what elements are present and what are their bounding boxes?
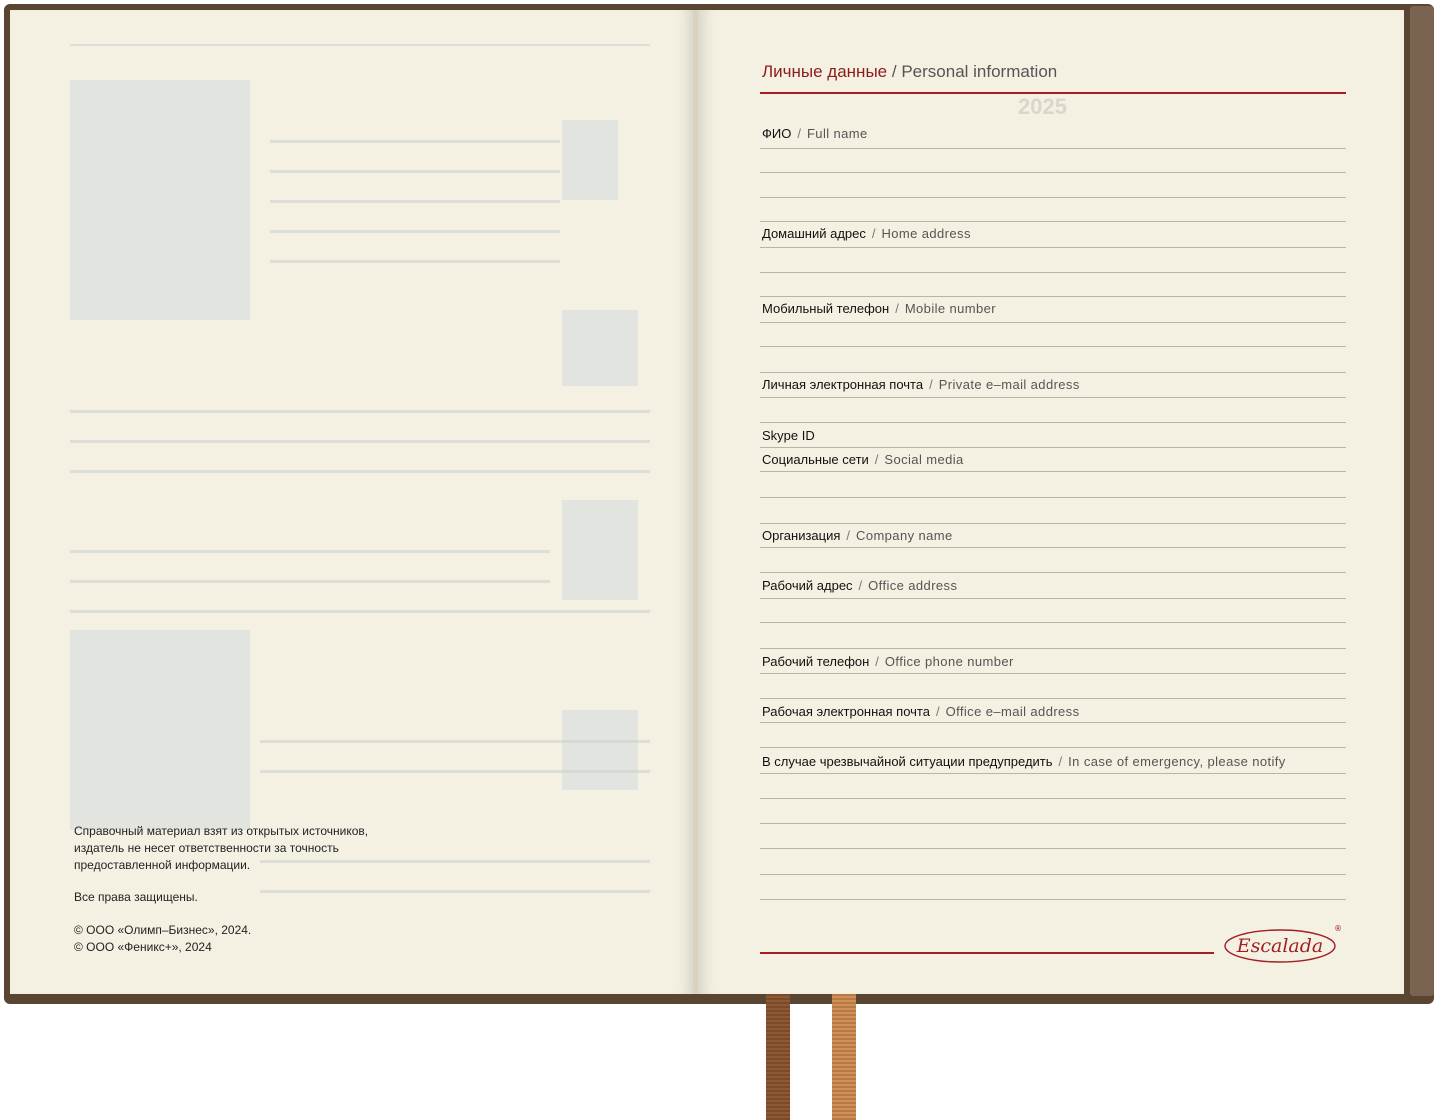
rule-line: [760, 547, 1346, 548]
rule-line: [760, 823, 1346, 824]
field-label-en: In case of emergency, please notify: [1068, 754, 1286, 769]
rule-line: [760, 874, 1346, 875]
ghost-line: [260, 770, 650, 773]
ghost-image: [562, 120, 618, 200]
page-title: [762, 62, 1057, 82]
rule-line: [760, 523, 1346, 524]
rule-line: [760, 172, 1346, 173]
field-social-media: Социальные сети / Social media: [762, 452, 964, 467]
bookmark-ribbon[interactable]: [766, 994, 790, 1120]
rule-line: [760, 722, 1346, 723]
ghost-line: [70, 440, 650, 443]
title-en: Personal information: [901, 62, 1058, 81]
field-label-en: Company name: [856, 528, 953, 543]
ghost-line: [270, 230, 560, 233]
ghost-line: [270, 140, 560, 143]
ghost-line: [70, 550, 550, 553]
disclaimer-line: предоставленной информации.: [74, 858, 251, 872]
brand-registered-mark: ®: [1334, 924, 1342, 933]
rule-line: [760, 471, 1346, 472]
rule-line: [760, 773, 1346, 774]
field-emergency-contact: В случае чрезвычайной ситуации предупредить / In case of emergency, please notify: [762, 754, 1286, 769]
rule-line: [760, 422, 1346, 423]
rule-line: [760, 497, 1346, 498]
rule-line: [760, 598, 1346, 599]
field-label-ru: Личная электронная почта: [762, 377, 924, 392]
rule-line: [760, 247, 1346, 248]
field-label-en: Mobile number: [904, 301, 997, 316]
field-label-en: Office address: [868, 578, 958, 593]
ghost-line: [260, 740, 650, 743]
rule-line: [760, 447, 1346, 448]
rule-line: [760, 848, 1346, 849]
ghost-line: [70, 410, 650, 413]
field-company-name: Организация / Company name: [762, 528, 953, 543]
field-label-ru: Рабочая электронная почта: [762, 704, 930, 719]
field-label-en: Private e–mail address: [938, 377, 1080, 392]
title-ru: Личные данные: [762, 62, 888, 81]
ghost-line: [70, 580, 550, 583]
rule-line: [760, 197, 1346, 198]
rights-text: Все права защищены.: [74, 890, 198, 904]
field-label-ru: В случае чрезвычайной ситуации предупредить: [762, 754, 1053, 769]
left-page: [10, 10, 694, 994]
brand-name: Escalada: [1236, 935, 1324, 957]
title-rule: [760, 92, 1346, 94]
field-label-en: Office phone number: [884, 654, 1014, 669]
field-office-phone: Рабочий телефон / Office phone number: [762, 654, 1014, 669]
field-skype-id: [762, 428, 815, 443]
field-label-ru: Рабочий адрес: [762, 578, 853, 593]
right-page: [698, 10, 1404, 994]
field-mobile-number: Мобильный телефон / Mobile number: [762, 301, 997, 316]
ghost-image: [70, 630, 250, 830]
ghost-image: [562, 310, 638, 386]
field-label-en: Social media: [884, 452, 964, 467]
rule-line: [760, 622, 1346, 623]
field-label-en: Home address: [881, 226, 971, 241]
disclaimer-line: издатель не несет ответственности за точность: [74, 841, 339, 855]
ghost-image: [70, 80, 250, 320]
title-separator: /: [891, 62, 897, 81]
rule-line: [760, 272, 1346, 273]
rule-line: [760, 148, 1346, 149]
ghost-line: [260, 890, 650, 893]
rule-line: [760, 899, 1346, 900]
ghost-line: [270, 260, 560, 263]
ghost-rule: [70, 44, 650, 46]
field-label-ru: Skype ID: [762, 428, 815, 443]
footer-rule: [760, 952, 1214, 954]
rule-line: [760, 296, 1346, 297]
ghost-year: 2025: [1018, 94, 1067, 119]
rule-line: [760, 322, 1346, 323]
field-label-en: Full name: [806, 126, 868, 141]
field-office-address: Рабочий адрес / Office address: [762, 578, 958, 593]
field-label-en: Office e–mail address: [945, 704, 1080, 719]
ghost-image: [562, 710, 638, 790]
field-label-ru: Социальные сети: [762, 452, 869, 467]
rule-line: [760, 673, 1346, 674]
disclaimer-text: [74, 823, 368, 874]
rule-line: [760, 648, 1346, 649]
field-label-ru: Домашний адрес: [762, 226, 866, 241]
rule-line: [760, 221, 1346, 222]
ghost-line: [70, 470, 650, 473]
field-label-ru: ФИО: [762, 126, 792, 141]
ghost-line: [270, 170, 560, 173]
field-office-email: Рабочая электронная почта / Office e–mail address: [762, 704, 1080, 719]
cover-edge: [1410, 6, 1434, 996]
rule-line: [760, 372, 1346, 373]
field-home-address: Домашний адрес / Home address: [762, 226, 971, 241]
copyright-line: © ООО «Олимп–Бизнес», 2024.: [74, 923, 252, 937]
bookmark-ribbon[interactable]: [832, 994, 856, 1120]
ghost-image: [562, 500, 638, 600]
disclaimer-line: Справочный материал взят из открытых источников,: [74, 824, 369, 838]
copyright-line: © ООО «Феникс+», 2024: [74, 940, 212, 954]
field-private-email: Личная электронная почта / Private e–mail address: [762, 377, 1080, 392]
field-full-name: ФИО / Full name: [762, 126, 868, 141]
field-label-ru: Рабочий телефон: [762, 654, 870, 669]
rule-line: [760, 747, 1346, 748]
field-label-ru: Организация: [762, 528, 841, 543]
copyright-block: [74, 922, 251, 956]
rule-line: [760, 346, 1346, 347]
rule-line: [760, 698, 1346, 699]
brand-logo: [1222, 922, 1340, 966]
rule-line: [760, 572, 1346, 573]
ghost-line: [70, 610, 650, 613]
rule-line: [760, 397, 1346, 398]
rule-line: [760, 798, 1346, 799]
ghost-line: [270, 200, 560, 203]
field-label-ru: Мобильный телефон: [762, 301, 890, 316]
